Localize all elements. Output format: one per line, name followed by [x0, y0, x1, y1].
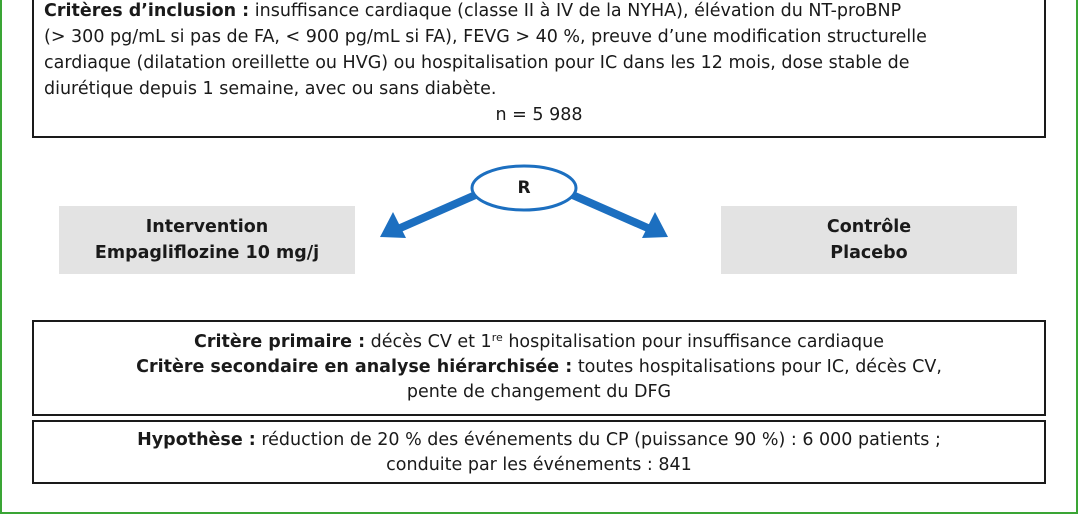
intervention-arm: [59, 206, 355, 274]
control-title: Contrôle: [826, 217, 912, 237]
endpoints-box: [32, 320, 1046, 416]
hypothesis-line-2: conduite par les événements : 841: [386, 455, 692, 475]
primary-endpoint-text-b: hospitalisation pour insuffisance cardiaque: [508, 332, 884, 352]
primary-endpoint: [34, 330, 1044, 355]
secondary-endpoint-continued: pente de changement du DFG: [406, 382, 672, 402]
hypothesis-line-1: [34, 428, 1044, 453]
inclusion-line-3: cardiaque (dilatation oreillette ou HVG) ou hospitalisation pour IC dans les 12 mois, dose stable de: [44, 53, 910, 73]
arrow-right: [568, 193, 650, 229]
intervention-detail: Empagliflozine 10 mg/j: [94, 243, 320, 263]
inclusion-line-4: diurétique depuis 1 semaine, avec ou sans diabète.: [44, 79, 497, 99]
hypothesis-text: réduction de 20 % des événements du CP (puissance 90 %) : 6 000 patients ;: [261, 430, 941, 450]
control-arm: [721, 206, 1017, 274]
arrow-left: [398, 193, 480, 229]
sample-size: n = 5 988: [495, 105, 583, 125]
inclusion-label: Critères d’inclusion :: [44, 1, 250, 21]
inclusion-line-1: [44, 0, 1034, 24]
randomization-label: R: [517, 178, 531, 198]
secondary-endpoint-text: toutes hospitalisations pour IC, décès CV,: [577, 357, 942, 377]
inclusion-criteria-box: [32, 0, 1046, 138]
secondary-endpoint: [34, 355, 1044, 380]
inclusion-line-2: (> 300 pg/mL si pas de FA, < 900 pg/mL si FA), FEVG > 40 %, preuve d’une modification structurelle: [44, 27, 927, 47]
hypothesis-label: Hypothèse :: [137, 430, 256, 450]
primary-endpoint-text-a: décès CV et 1: [370, 332, 492, 352]
primary-endpoint-label: Critère primaire :: [194, 332, 366, 352]
control-detail: Placebo: [830, 243, 908, 263]
hypothesis-box: [32, 420, 1046, 484]
primary-endpoint-sup: re: [491, 331, 503, 344]
intervention-title: Intervention: [145, 217, 269, 237]
secondary-endpoint-label: Critère secondaire en analyse hiérarchisée :: [136, 357, 573, 377]
inclusion-text-1: insuffisance cardiaque (classe II à IV de la NYHA), élévation du NT-proBNP: [254, 1, 902, 21]
